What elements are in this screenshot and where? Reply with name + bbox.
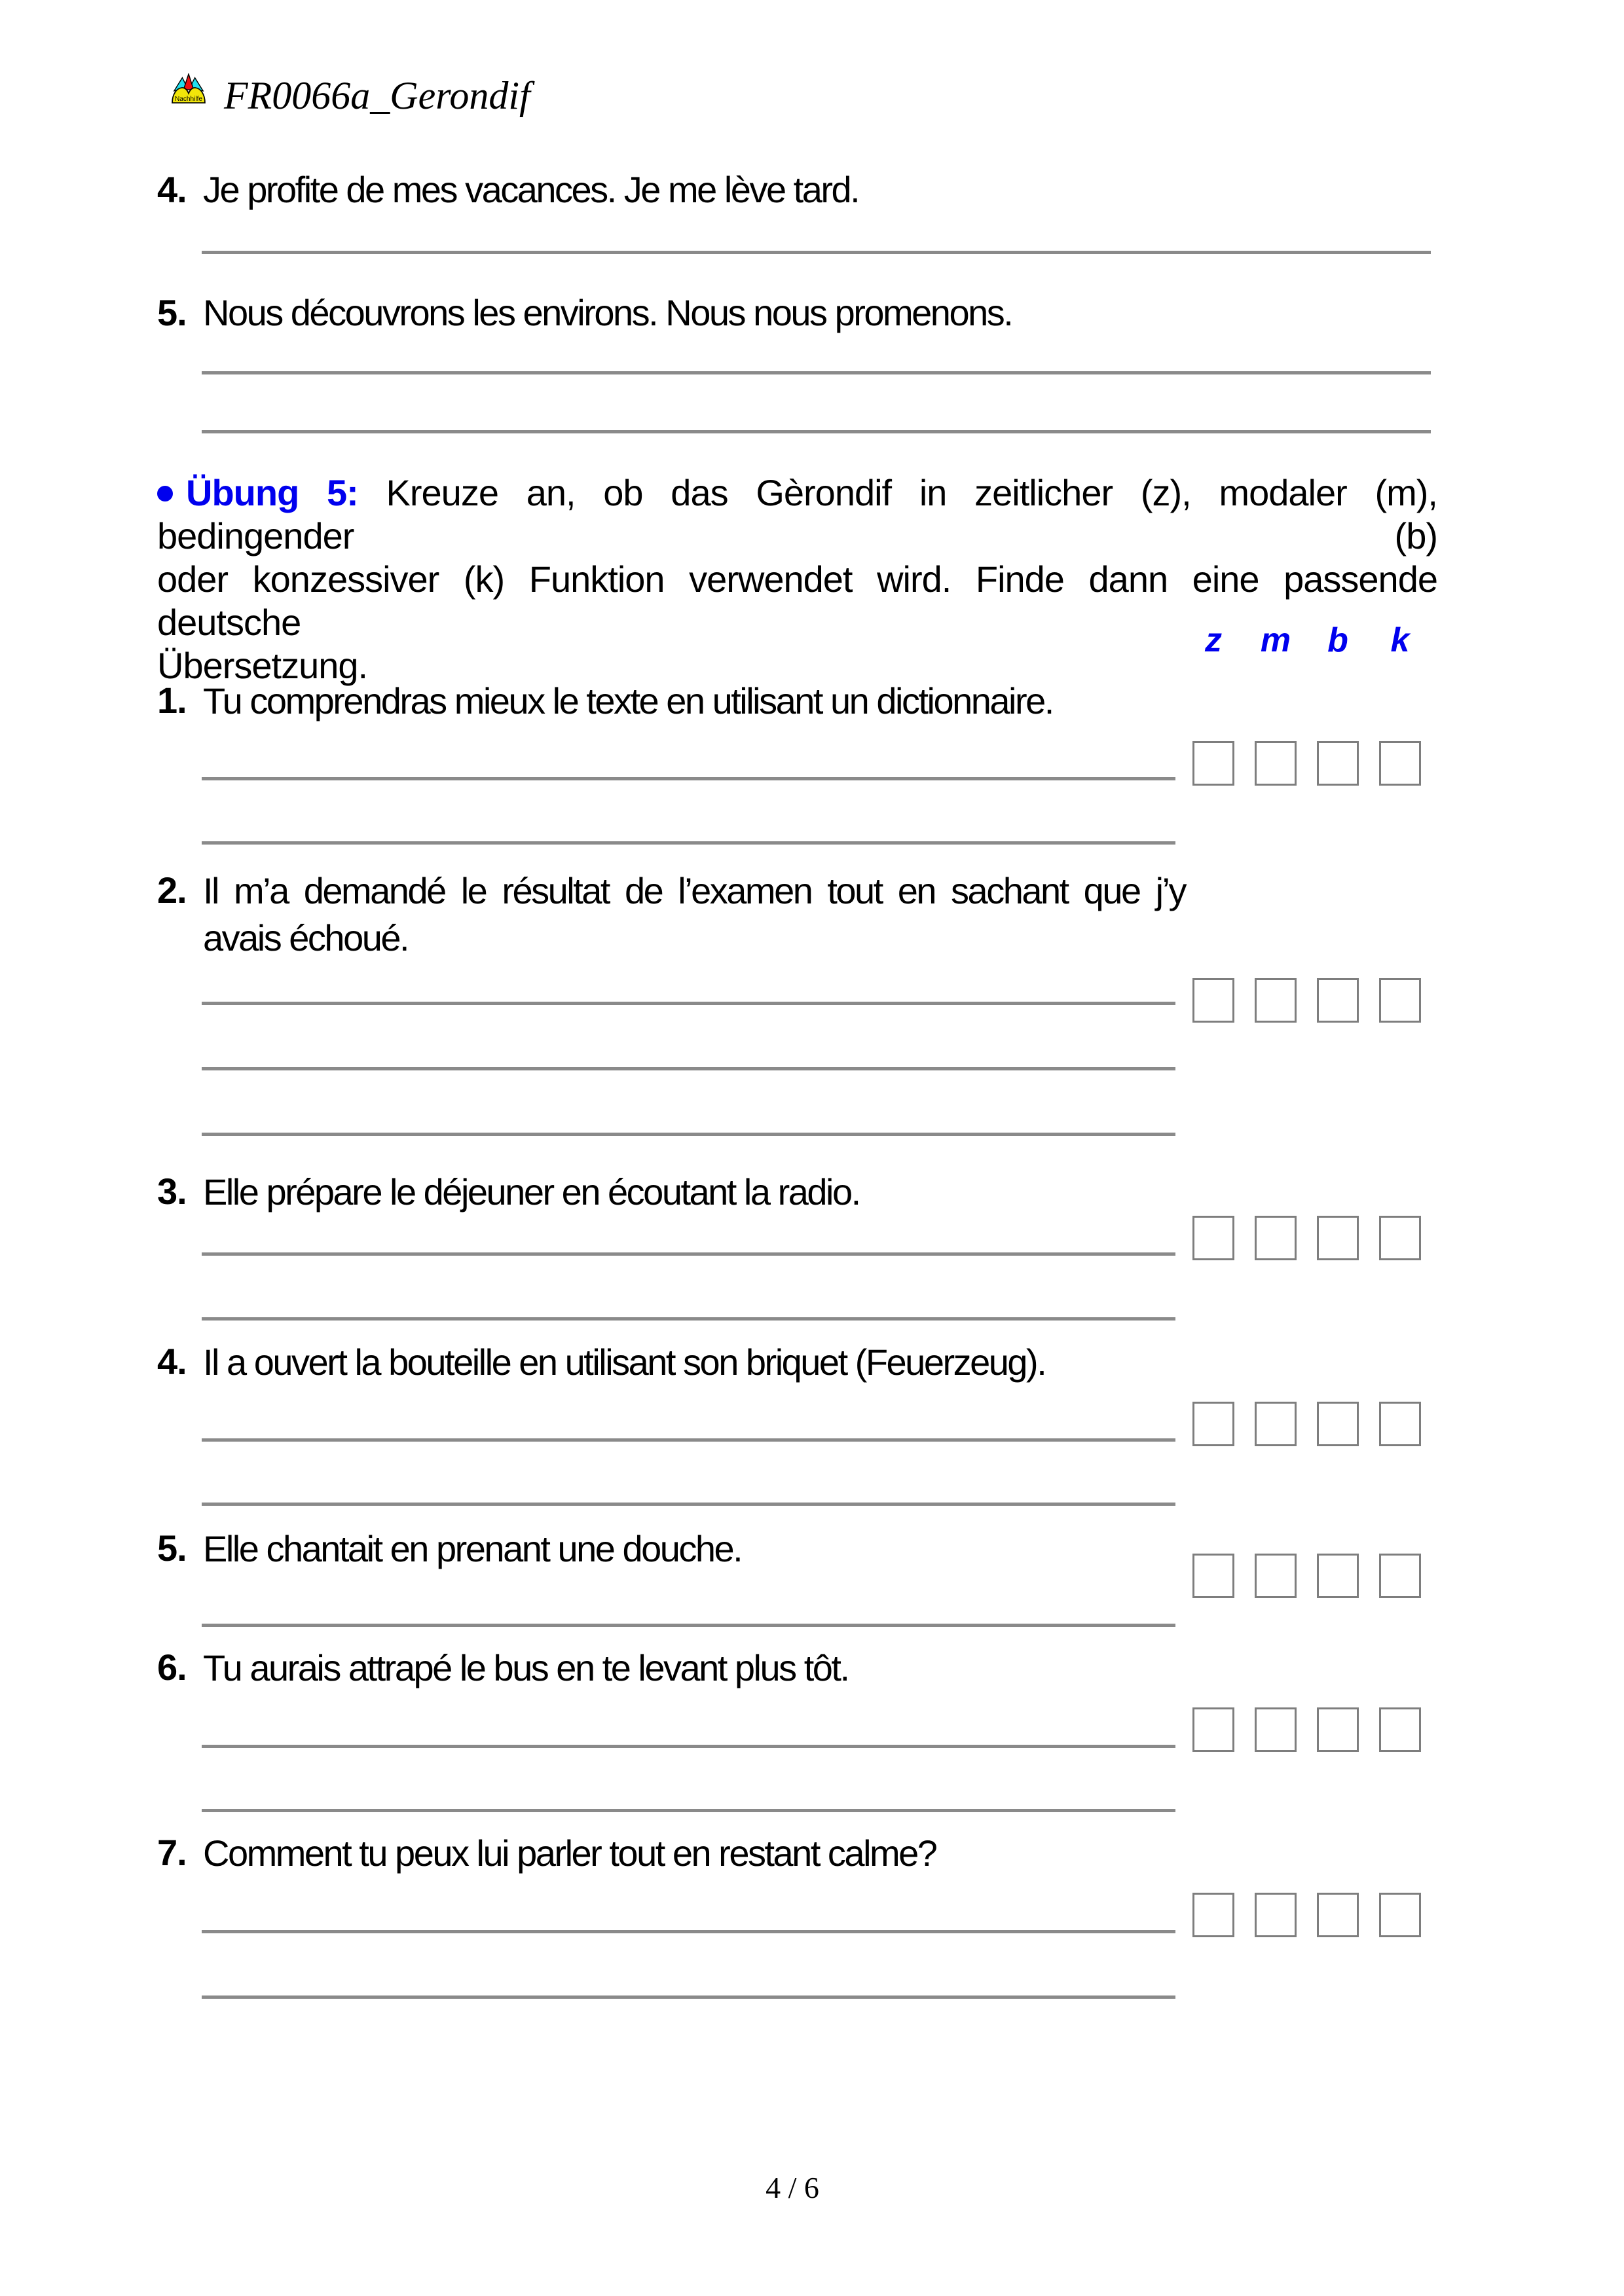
item-text-line: Elle prépare le déjeuner en écoutant la radio. xyxy=(203,1171,860,1212)
checkbox-b-item-6[interactable] xyxy=(1317,1707,1359,1752)
checkbox-z-item-6[interactable] xyxy=(1192,1707,1234,1752)
exercise-item-5 xyxy=(157,1525,1185,1573)
checkbox-m-item-4[interactable] xyxy=(1255,1402,1297,1446)
exercise-item-7 xyxy=(157,1830,1185,1877)
exercise-item-6 xyxy=(157,1645,1185,1692)
item-text-line: Elle chantait en prenant une douche. xyxy=(203,1528,742,1569)
answer-line xyxy=(202,251,1431,254)
page-number: 4 / 6 xyxy=(766,2171,819,2204)
item-number: 5. xyxy=(157,1527,187,1569)
item-text xyxy=(203,678,1185,725)
answer-line xyxy=(202,1995,1175,1999)
answer-line xyxy=(202,1317,1175,1321)
item-number: 3. xyxy=(157,1171,187,1212)
item-text: Je profite de mes vacances. Je me lève tard. xyxy=(203,169,859,210)
instruction-text: Kreuze an, ob das Gèrondif in zeitlicher (z), modaler (m), bedingender (b) xyxy=(157,472,1437,556)
checkbox-k-item-6[interactable] xyxy=(1379,1707,1421,1752)
checkbox-z-item-4[interactable] xyxy=(1192,1402,1234,1446)
column-header-m: m xyxy=(1260,621,1291,659)
nachhilfe-logo-icon xyxy=(169,73,208,105)
exercise-item-1 xyxy=(157,678,1185,725)
checkbox-b-item-5[interactable] xyxy=(1317,1554,1359,1598)
item-text xyxy=(203,1830,1185,1877)
answer-line xyxy=(202,1624,1175,1627)
document-title: FR0066a_Gerondif xyxy=(224,74,530,117)
checkbox-m-item-1[interactable] xyxy=(1255,741,1297,786)
checkbox-z-item-5[interactable] xyxy=(1192,1554,1234,1598)
item-number: 6. xyxy=(157,1647,187,1688)
checkbox-k-item-1[interactable] xyxy=(1379,741,1421,786)
answer-line xyxy=(202,1133,1175,1136)
bullet-icon xyxy=(157,486,173,501)
item-text-line: Tu aurais attrapé le bus en te levant plus tôt. xyxy=(203,1647,849,1688)
answer-line xyxy=(202,841,1175,845)
instruction-line-2: oder konzessiver (k) Funktion verwendet wird. Finde dann eine passende deutsche xyxy=(157,558,1437,643)
item-number: 5. xyxy=(157,292,187,333)
prev-item-5 xyxy=(157,290,1012,336)
answer-line xyxy=(202,1002,1175,1005)
answer-line xyxy=(202,777,1175,780)
checkbox-z-item-1[interactable] xyxy=(1192,741,1234,786)
item-number: 1. xyxy=(157,680,187,721)
checkbox-z-item-3[interactable] xyxy=(1192,1216,1234,1260)
item-number: 7. xyxy=(157,1832,187,1873)
answer-line xyxy=(202,1745,1175,1748)
item-text xyxy=(203,1645,1185,1692)
exercise-item-2 xyxy=(157,867,1185,962)
checkbox-m-item-3[interactable] xyxy=(1255,1216,1297,1260)
item-text-line: Il m’a demandé le résultat de l’examen tout en sachant que j’y xyxy=(203,870,1185,911)
checkbox-b-item-4[interactable] xyxy=(1317,1402,1359,1446)
column-header-b: b xyxy=(1327,621,1348,659)
item-text-line: Il a ouvert la bouteille en utilisant son briquet (Feuerzeug). xyxy=(203,1341,1046,1383)
checkbox-m-item-2[interactable] xyxy=(1255,978,1297,1023)
item-number: 4. xyxy=(157,1341,187,1382)
answer-line xyxy=(202,1809,1175,1812)
checkbox-m-item-6[interactable] xyxy=(1255,1707,1297,1752)
checkbox-k-item-5[interactable] xyxy=(1379,1554,1421,1598)
logo-text: Nachhilfe xyxy=(174,96,203,103)
answer-line xyxy=(202,1930,1175,1933)
answer-line xyxy=(202,1503,1175,1506)
checkbox-z-item-2[interactable] xyxy=(1192,978,1234,1023)
item-number: 4. xyxy=(157,169,187,210)
answer-line xyxy=(202,371,1431,374)
checkbox-z-item-7[interactable] xyxy=(1192,1893,1234,1937)
checkbox-k-item-2[interactable] xyxy=(1379,978,1421,1023)
checkbox-k-item-3[interactable] xyxy=(1379,1216,1421,1260)
answer-line xyxy=(202,1067,1175,1070)
checkbox-k-item-4[interactable] xyxy=(1379,1402,1421,1446)
prev-item-4 xyxy=(157,167,858,213)
instruction-line-3: Übersetzung. xyxy=(157,645,368,686)
exercise-item-3 xyxy=(157,1169,1185,1216)
item-text: Nous découvrons les environs. Nous nous promenons. xyxy=(203,292,1012,333)
item-text xyxy=(203,867,1185,962)
uebung5-instructions xyxy=(157,471,1437,687)
answer-line xyxy=(202,430,1431,433)
checkbox-b-item-1[interactable] xyxy=(1317,741,1359,786)
item-text-line: avais échoué. xyxy=(203,917,409,958)
instruction-line-1 xyxy=(157,471,1437,558)
item-number: 2. xyxy=(157,869,187,911)
checkbox-m-item-5[interactable] xyxy=(1255,1554,1297,1598)
checkbox-b-item-7[interactable] xyxy=(1317,1893,1359,1937)
item-text-line: Tu comprendras mieux le texte en utilisant un dictionnaire. xyxy=(203,680,1053,721)
answer-line xyxy=(202,1438,1175,1442)
checkbox-b-item-3[interactable] xyxy=(1317,1216,1359,1260)
item-text xyxy=(203,1339,1185,1386)
item-text xyxy=(203,1525,1185,1573)
checkbox-b-item-2[interactable] xyxy=(1317,978,1359,1023)
item-text-line: Comment tu peux lui parler tout en restant calme? xyxy=(203,1832,936,1874)
column-header-z: z xyxy=(1205,621,1222,659)
item-text xyxy=(203,1169,1185,1216)
column-header-k: k xyxy=(1390,621,1410,659)
exercise-item-4 xyxy=(157,1339,1185,1386)
uebung-label: Übung 5: xyxy=(186,472,358,513)
answer-line xyxy=(202,1252,1175,1256)
checkbox-k-item-7[interactable] xyxy=(1379,1893,1421,1937)
checkbox-m-item-7[interactable] xyxy=(1255,1893,1297,1937)
